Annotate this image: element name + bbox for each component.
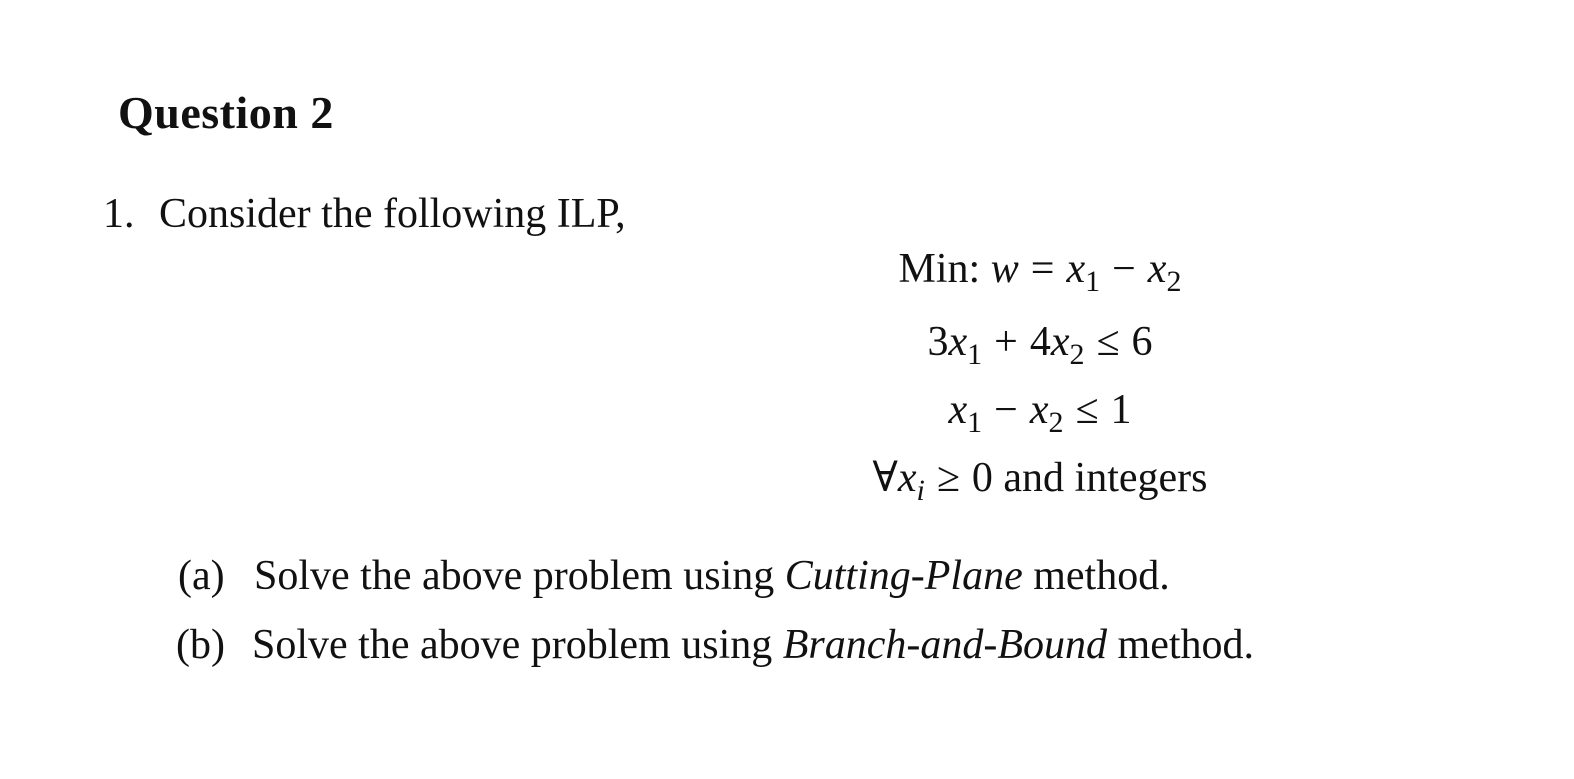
domain-sub-i: i [916,474,925,507]
domain-geq: ≥ [936,455,960,501]
constraint2-sub-2: 2 [1048,406,1064,439]
objective-var-x1: x [1066,246,1086,292]
objective-var-x2: x [1147,246,1167,292]
objective-function [760,245,1320,298]
domain-text: and integers [1003,455,1208,501]
objective-label: Min: [898,246,981,292]
objective-minus: − [1112,246,1136,292]
item-text: Consider the following ILP, [159,191,626,237]
constraint2-leq: ≤ [1075,387,1099,433]
subitem-a-before: Solve the above problem using [254,553,775,599]
constraint-1 [760,318,1320,371]
subitem-a-after: method. [1033,553,1170,599]
domain-var-x: x [897,455,917,501]
subitem-a [178,552,1170,600]
constraint1-sub-1: 1 [967,338,983,371]
constraint2-minus: − [994,387,1018,433]
constraint1-rhs: 6 [1131,319,1153,365]
problem-statement [103,190,626,238]
constraint-2 [760,386,1320,439]
question-heading: Question 2 [118,87,334,138]
constraint1-coef1: 3 [927,319,949,365]
constraint1-plus: + [994,319,1018,365]
forall-symbol: ∀ [872,455,898,501]
constraint2-sub-1: 1 [967,406,983,439]
constraint1-sub-2: 2 [1069,338,1085,371]
constraint2-var-x2: x [1029,387,1049,433]
domain-constraint [760,452,1320,507]
objective-equals: = [1030,246,1055,292]
subitem-b-method: Branch-and-Bound [782,622,1108,668]
constraint1-var-x1: x [948,319,968,365]
objective-sub-1: 1 [1085,265,1101,298]
constraint2-rhs: 1 [1110,387,1132,433]
subitem-a-method: Cutting-Plane [784,553,1023,599]
objective-var-w: w [990,246,1019,292]
item-number: 1. [103,191,135,237]
constraint2-var-x1: x [948,387,968,433]
objective-sub-2: 2 [1166,265,1182,298]
subitem-b-tag: (b) [176,622,225,668]
constraint1-leq: ≤ [1096,319,1120,365]
subitem-b [176,621,1254,669]
subitem-a-tag: (a) [178,553,225,599]
subitem-b-before: Solve the above problem using [252,622,773,668]
domain-rhs: 0 [971,455,993,501]
constraint1-coef2: 4 [1029,319,1051,365]
subitem-b-after: method. [1117,622,1255,668]
constraint1-var-x2: x [1050,319,1070,365]
